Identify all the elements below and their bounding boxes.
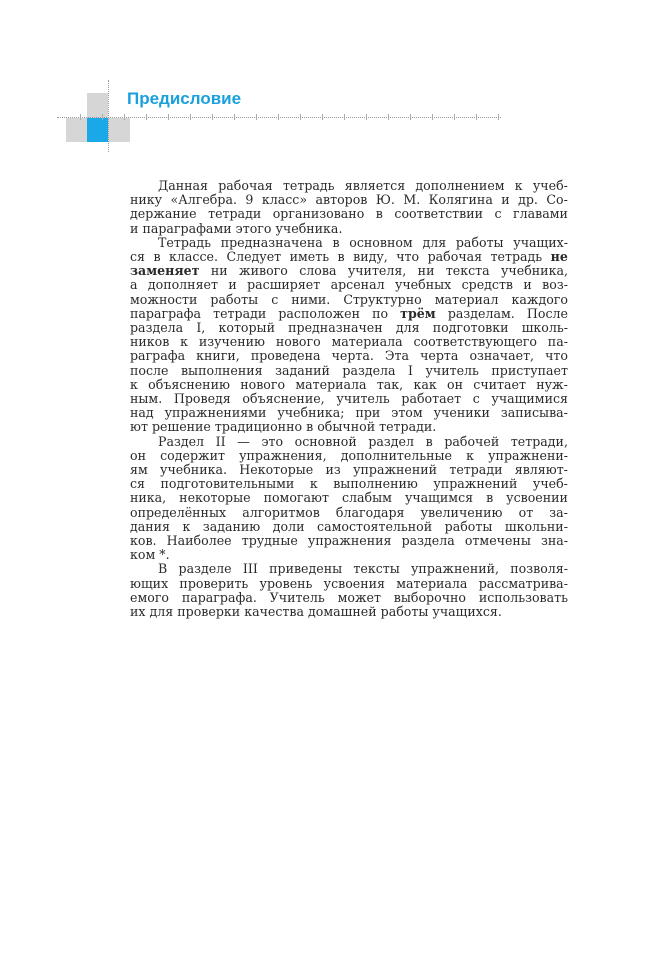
word: каждого — [511, 291, 568, 307]
word: разделам. — [447, 305, 515, 321]
gray-square — [87, 93, 108, 118]
word: проверить — [179, 575, 249, 591]
word: материал — [434, 291, 499, 307]
word: раздела — [401, 533, 455, 549]
word: учитель — [425, 362, 479, 378]
text-line — [130, 534, 568, 548]
word: дания — [130, 518, 170, 534]
word: в — [153, 249, 161, 265]
word: главами — [513, 206, 568, 222]
word: упражнений, — [411, 561, 500, 577]
word: учебника. — [275, 220, 343, 236]
word: рассматрива- — [478, 575, 568, 591]
word: приступает — [491, 362, 568, 378]
ruler-tick — [498, 114, 499, 120]
word: Наиболее — [166, 533, 232, 549]
ruler-tick — [388, 114, 389, 120]
word: уровень — [259, 575, 313, 591]
word: учащимся — [404, 490, 474, 506]
word: III — [242, 561, 258, 577]
word: Эта — [384, 348, 410, 364]
word: увеличению — [420, 504, 503, 520]
word: основной — [294, 433, 357, 449]
word: алгоритмов — [242, 504, 320, 520]
word: Проведя — [173, 391, 231, 407]
word: воз- — [542, 277, 568, 293]
bold-word: не — [550, 249, 568, 265]
ruler-tick — [322, 114, 323, 120]
word: ют — [130, 419, 148, 435]
word: и — [501, 192, 510, 208]
word: упражнений — [353, 462, 438, 478]
word: упражнений — [433, 476, 518, 492]
word: Следует — [226, 249, 282, 265]
word: что — [545, 348, 568, 364]
word: дополняет — [147, 277, 218, 293]
word: ков. — [130, 533, 157, 549]
word: учеб- — [532, 178, 568, 193]
word: и — [130, 220, 139, 236]
word: он — [447, 376, 463, 392]
text-line — [130, 179, 568, 193]
text-line — [130, 562, 568, 576]
word: черта — [420, 348, 459, 364]
word: самостоятельной — [317, 518, 433, 534]
word: ся — [130, 249, 145, 265]
word: ям — [130, 462, 148, 478]
word: предназначена — [220, 234, 323, 250]
word: ным. — [130, 391, 163, 407]
text-line — [130, 605, 568, 619]
word: В — [158, 561, 168, 577]
ruler-tick — [278, 114, 279, 120]
word: к — [180, 334, 189, 350]
word: и — [523, 277, 532, 293]
word: школь- — [521, 320, 568, 336]
word: с — [472, 391, 480, 407]
word: учебника. — [160, 462, 227, 478]
word: и — [228, 277, 237, 293]
word: тетрадь — [282, 178, 335, 193]
word: отмечены — [464, 533, 531, 549]
word: учащих- — [513, 234, 568, 250]
word: выполнению — [333, 476, 418, 492]
word: работает — [401, 391, 462, 407]
word: в — [486, 490, 494, 506]
word: I, — [196, 320, 206, 336]
vertical-dotted-line — [108, 80, 109, 152]
word: I — [408, 362, 413, 378]
word: ком — [130, 547, 156, 563]
word: к — [182, 518, 191, 534]
word: это — [261, 433, 284, 449]
word: позволя- — [510, 561, 568, 577]
word: работы — [444, 518, 493, 534]
word: ними. — [291, 291, 331, 307]
word: учащимися — [491, 391, 568, 407]
word: из — [325, 462, 341, 478]
word: раздела — [342, 362, 396, 378]
text-line — [130, 293, 568, 307]
text-line — [130, 392, 568, 406]
word: который — [218, 320, 275, 336]
word: учитель — [336, 391, 390, 407]
text-line — [130, 449, 568, 463]
word: упражнения, — [239, 447, 327, 463]
word: дополнительные — [340, 447, 453, 463]
word: Некоторые — [239, 462, 314, 478]
word: класс» — [261, 192, 308, 208]
document-body — [130, 179, 568, 619]
paragraph — [130, 435, 568, 563]
word: к — [466, 447, 475, 463]
word: учеб- — [532, 476, 568, 492]
word: средств — [461, 277, 514, 293]
ruler-tick — [80, 114, 81, 120]
paragraph — [130, 562, 568, 619]
word: в — [425, 433, 433, 449]
paragraph — [130, 179, 568, 236]
ruler-tick — [168, 114, 169, 120]
text-line — [130, 463, 568, 477]
word: параграфа — [130, 305, 202, 321]
word: а — [130, 277, 138, 293]
word: что — [396, 249, 420, 265]
word: тетради — [208, 206, 262, 222]
word: в — [332, 234, 340, 250]
word: книги, — [196, 348, 240, 364]
word: параграфами — [142, 220, 232, 236]
word: нику — [130, 192, 163, 208]
word: раздел — [368, 433, 414, 449]
word: проведена — [250, 348, 321, 364]
word: тетради, — [510, 433, 568, 449]
word: рабочей — [444, 433, 500, 449]
word: к — [514, 178, 523, 193]
text-line — [130, 406, 568, 420]
word: выполнения — [180, 362, 263, 378]
word: арсенал — [330, 277, 385, 293]
ruler-tick — [432, 114, 433, 120]
text-line — [130, 321, 568, 335]
word: с — [271, 291, 279, 307]
word: расположен — [278, 305, 360, 321]
word: для — [395, 320, 420, 336]
bold-word: заменяет — [130, 263, 200, 279]
word: учебных — [394, 277, 452, 293]
word: ся — [130, 476, 145, 492]
text-line — [130, 222, 568, 236]
word: расширяет — [247, 277, 321, 293]
word: качества — [244, 604, 304, 620]
text-line — [130, 435, 568, 449]
word: учебника, — [501, 263, 568, 279]
word: подготовки — [432, 320, 509, 336]
word: др. — [518, 192, 538, 208]
word: виду, — [353, 249, 388, 265]
word: текста — [445, 263, 490, 279]
word: за- — [549, 504, 568, 520]
text-line — [130, 335, 568, 349]
bold-word: трём — [400, 305, 436, 321]
word: Данная — [158, 178, 208, 193]
word: упражнения — [307, 533, 392, 549]
word: Структурно — [343, 291, 422, 307]
word: к — [130, 376, 138, 392]
word: заданий — [275, 362, 330, 378]
ruler-tick — [476, 114, 477, 120]
word: так, — [376, 376, 404, 392]
text-line — [130, 378, 568, 392]
word: Учитель — [269, 589, 325, 605]
word: 9 — [245, 192, 254, 208]
word: этом — [391, 405, 423, 421]
word: определённых — [130, 504, 227, 520]
blue-square — [87, 118, 108, 142]
text-line — [130, 548, 568, 562]
word: Раздел — [158, 433, 205, 449]
text-line — [130, 420, 568, 434]
ruler-tick — [124, 114, 125, 120]
word: «Алгебра. — [170, 192, 237, 208]
ruler-tick — [190, 114, 191, 120]
text-line — [130, 236, 568, 250]
text-line — [130, 207, 568, 221]
word: подготовительными — [160, 476, 295, 492]
text-line — [130, 364, 568, 378]
word: тексты — [353, 561, 400, 577]
word: благодаря — [335, 504, 405, 520]
word: па- — [547, 334, 568, 350]
word: организовано — [272, 206, 365, 222]
word: классе. — [169, 249, 218, 265]
text-line — [130, 477, 568, 491]
word: ника, — [130, 490, 167, 506]
text-line — [130, 577, 568, 591]
word: материала — [396, 575, 468, 591]
word: доли — [272, 518, 305, 534]
ruler-tick — [102, 114, 103, 120]
ruler-tick — [366, 114, 367, 120]
word: над — [130, 405, 154, 421]
word: при — [355, 405, 381, 421]
word: учителя, — [347, 263, 407, 279]
ruler-tick — [256, 114, 257, 120]
text-line — [130, 591, 568, 605]
text-line — [130, 349, 568, 363]
word: II — [215, 433, 226, 449]
word: является — [344, 178, 406, 193]
ruler-tick — [410, 114, 411, 120]
ruler-tick — [344, 114, 345, 120]
word: нуж- — [536, 376, 568, 392]
text-line — [130, 193, 568, 207]
word: раздела — [130, 320, 184, 336]
word: можности — [130, 291, 198, 307]
word: использовать — [478, 589, 568, 605]
word: авторов — [315, 192, 368, 208]
word: для — [422, 234, 447, 250]
paragraph — [130, 236, 568, 435]
word: трудные — [241, 533, 298, 549]
text-line — [130, 491, 568, 505]
word: рабочая — [427, 249, 483, 265]
word: раграфа — [130, 348, 186, 364]
word: Ю. — [375, 192, 395, 208]
word: М. — [403, 192, 421, 208]
word: ученики — [433, 405, 490, 421]
word: *. — [159, 547, 170, 563]
word: основном — [349, 234, 413, 250]
word: ни — [210, 263, 228, 279]
word: разделе — [178, 561, 232, 577]
word: упражнени- — [488, 447, 568, 463]
word: рабочая — [218, 178, 273, 193]
word: проверки — [177, 604, 241, 620]
word: Колягина — [428, 192, 493, 208]
word: живого — [239, 263, 288, 279]
word: Тетрадь — [158, 234, 212, 250]
word: работы — [455, 234, 504, 250]
word: слабым — [341, 490, 392, 506]
text-line — [130, 520, 568, 534]
ruler-tick — [146, 114, 147, 120]
word: усвоения — [323, 575, 385, 591]
ruler-tick — [300, 114, 301, 120]
word: Со- — [546, 192, 568, 208]
word: изучению — [198, 334, 266, 350]
word: тетради. — [379, 419, 437, 435]
ruler-tick — [454, 114, 455, 120]
word: школьни- — [504, 518, 568, 534]
text-line — [130, 278, 568, 292]
word: к — [309, 476, 318, 492]
word: ников — [130, 334, 170, 350]
word: являют- — [514, 462, 568, 478]
text-line — [130, 264, 568, 278]
word: объяснению — [148, 376, 230, 392]
word: как — [413, 376, 437, 392]
word: означает, — [469, 348, 535, 364]
word: емого — [130, 589, 170, 605]
word: в — [306, 419, 314, 435]
word: зна- — [540, 533, 568, 549]
word: домашней — [308, 604, 377, 620]
word: тетради — [449, 462, 503, 478]
word: слова — [299, 263, 337, 279]
word: для — [149, 604, 174, 620]
word: тетрадь — [490, 249, 543, 265]
word: выборочно — [393, 589, 467, 605]
text-line — [130, 307, 568, 321]
word: нового — [240, 376, 286, 392]
word: соответствующего — [413, 334, 537, 350]
word: иметь — [289, 249, 330, 265]
word: После — [526, 305, 568, 321]
word: с — [494, 206, 502, 222]
word: он — [130, 447, 146, 463]
page-title: Предисловие — [127, 89, 242, 108]
ruler-tick — [212, 114, 213, 120]
word: содержит — [160, 447, 225, 463]
word: этого — [235, 220, 272, 236]
word: нового — [275, 334, 321, 350]
word: держание — [130, 206, 197, 222]
word: предназначен — [288, 320, 383, 336]
word: работы — [210, 291, 259, 307]
word: упражнениями — [164, 405, 267, 421]
word: некоторые — [179, 490, 251, 506]
word: приведены — [269, 561, 343, 577]
word: ющих — [130, 575, 169, 591]
word: учебника; — [277, 405, 345, 421]
word: считает — [473, 376, 526, 392]
word: решение — [151, 419, 211, 435]
word: ни — [417, 263, 435, 279]
word: после — [130, 362, 169, 378]
word: традиционно — [214, 419, 303, 435]
word: заданию — [202, 518, 261, 534]
word: дополнением — [415, 178, 505, 193]
word: в — [337, 249, 345, 265]
word: работы — [380, 604, 429, 620]
word: объяснение, — [242, 391, 325, 407]
word: обычной — [317, 419, 376, 435]
text-line — [130, 250, 568, 264]
text-line — [130, 506, 568, 520]
word: от — [518, 504, 534, 520]
word: усвоении — [506, 490, 568, 506]
word: — — [237, 433, 250, 449]
word: параграфа. — [181, 589, 257, 605]
word: их — [130, 604, 146, 620]
ruler-tick — [234, 114, 235, 120]
word: по — [372, 305, 389, 321]
word: материала — [331, 334, 403, 350]
word: может — [337, 589, 381, 605]
word: материала — [295, 376, 367, 392]
word: учащихся. — [432, 604, 502, 620]
word: соответствии — [394, 206, 483, 222]
word: черта. — [331, 348, 374, 364]
word: тетради — [213, 305, 267, 321]
word: помогают — [263, 490, 329, 506]
word: в — [375, 206, 383, 222]
word: записыва- — [500, 405, 568, 421]
